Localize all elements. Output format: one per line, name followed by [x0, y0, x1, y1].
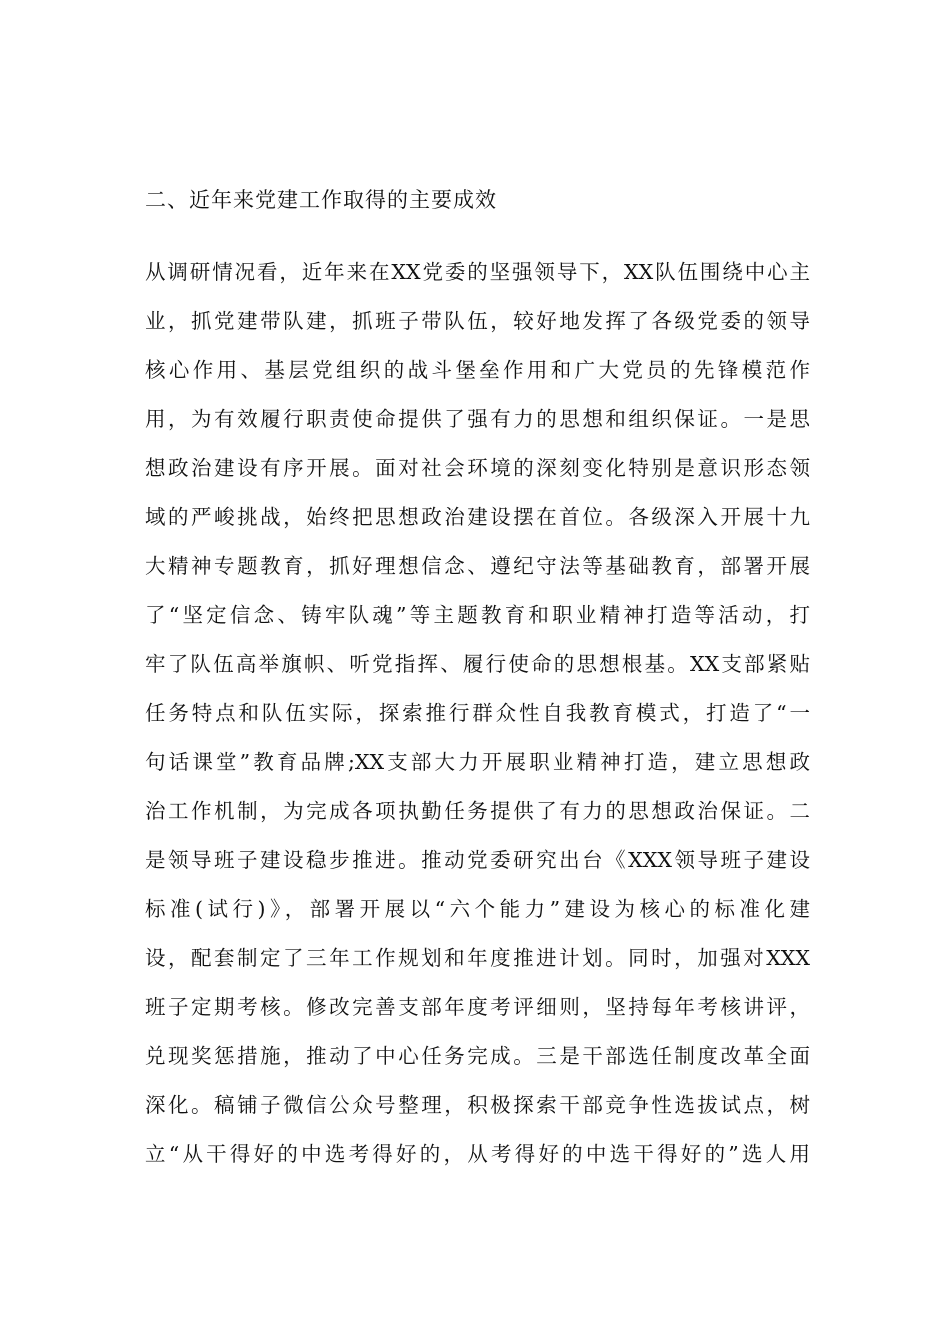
- paragraph-line: 兑现奖惩措施，推动了中心任务完成。三是干部选任制度改革全面: [145, 1044, 810, 1068]
- paragraph-line: 了“坚定信念、铸牢队魂”等主题教育和职业精神打造等活动，打: [145, 603, 810, 627]
- section-heading: 二、近年来党建工作取得的主要成效: [145, 188, 497, 212]
- paragraph-line: 是领导班子建设稳步推进。推动党委研究出台《XXX领导班子建设: [145, 848, 810, 872]
- paragraph-line: 核心作用、基层党组织的战斗堡垒作用和广大党员的先锋模范作: [145, 358, 810, 382]
- paragraph-line: 大精神专题教育，抓好理想信念、遵纪守法等基础教育，部署开展: [145, 554, 810, 578]
- paragraph-line: 想政治建设有序开展。面对社会环境的深刻变化特别是意识形态领: [145, 456, 810, 480]
- paragraph-line: 标准(试行)》，部署开展以“六个能力”建设为核心的标准化建: [145, 897, 810, 921]
- paragraph-line: 治工作机制，为完成各项执勤任务提供了有力的思想政治保证。二: [145, 799, 810, 823]
- paragraph-line: 从调研情况看，近年来在XX党委的坚强领导下，XX队伍围绕中心主: [145, 260, 810, 284]
- paragraph-line: 用，为有效履行职责使命提供了强有力的思想和组织保证。一是思: [145, 407, 810, 431]
- paragraph-line: 深化。稿铺子微信公众号整理，积极探索干部竞争性选拔试点，树: [145, 1093, 810, 1117]
- body-paragraph: [145, 252, 810, 1183]
- paragraph-line: 立“从干得好的中选考得好的，从考得好的中选干得好的”选人用: [145, 1142, 810, 1166]
- paragraph-line: 设，配套制定了三年工作规划和年度推进计划。同时，加强对XXX: [145, 946, 810, 970]
- paragraph-line: 任务特点和队伍实际，探索推行群众性自我教育模式，打造了“一: [145, 701, 810, 725]
- paragraph-line: 班子定期考核。修改完善支部年度考评细则，坚持每年考核讲评，: [145, 995, 810, 1019]
- paragraph-line: 句话课堂”教育品牌;XX支部大力开展职业精神打造，建立思想政: [145, 750, 810, 774]
- paragraph-line: 牢了队伍高举旗帜、听党指挥、履行使命的思想根基。XX支部紧贴: [145, 652, 810, 676]
- paragraph-line: 业，抓党建带队建，抓班子带队伍，较好地发挥了各级党委的领导: [145, 309, 810, 333]
- paragraph-line: 域的严峻挑战，始终把思想政治建设摆在首位。各级深入开展十九: [145, 505, 810, 529]
